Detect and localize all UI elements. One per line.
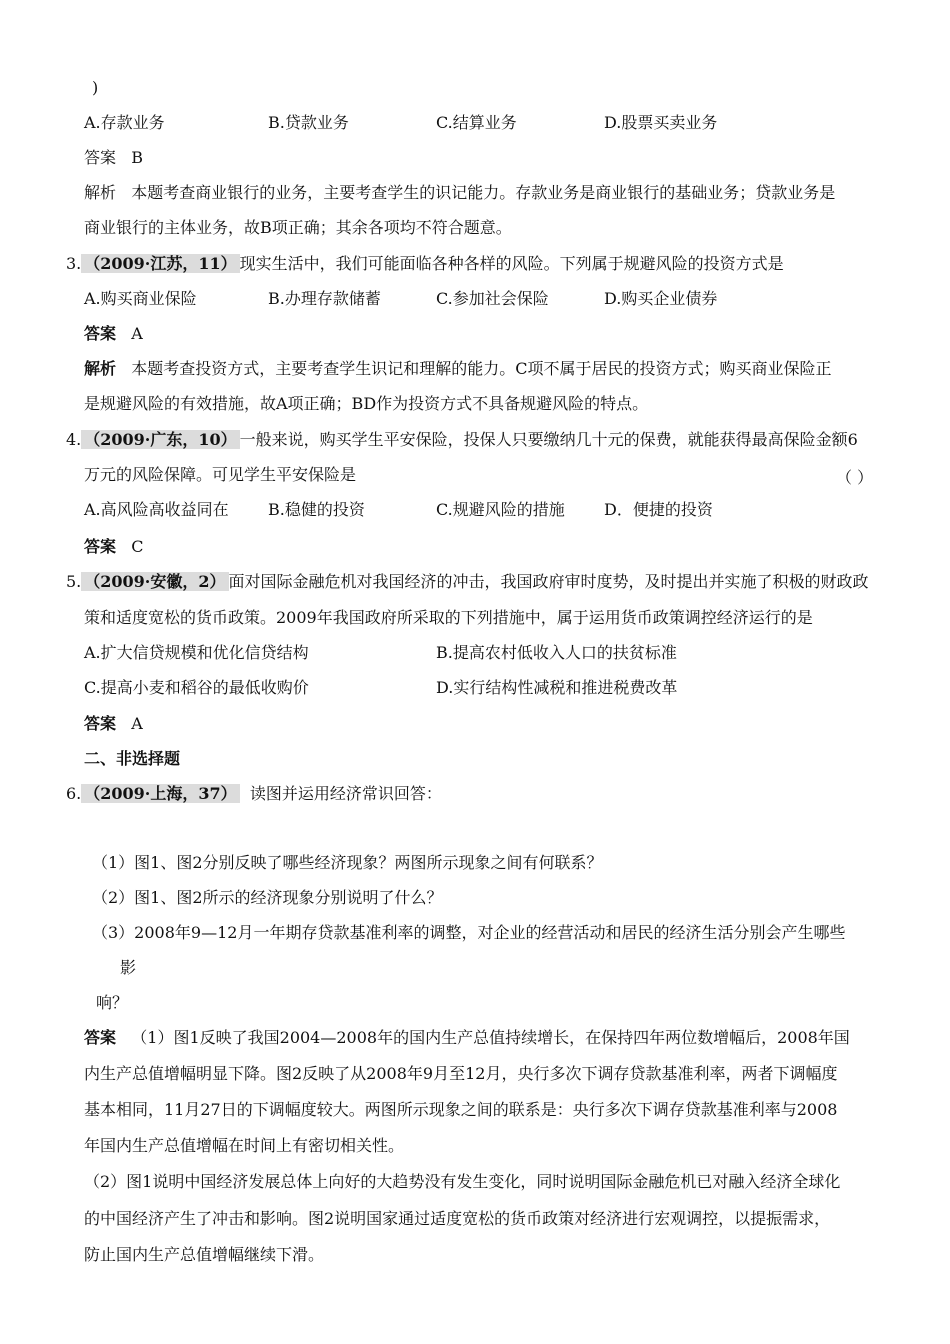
q6-sub3-line1: （3）2008年9—12月一年期存贷款基准利率的调整，对企业的经营活动和居民的经济生活分别会产生哪些 (92, 923, 846, 942)
q4-answer-value: C (131, 537, 144, 556)
q5-number: 5. (66, 572, 82, 591)
q4-number: 4. (66, 430, 82, 449)
q6-ans1-line3: 基本相同，11月27日的下调幅度较大。两图所示现象之间的联系是：央行多次下调存贷款基准利率与2008 (84, 1100, 838, 1119)
q6-ans1-text1: （1）图1反映了我国2004—2008年的国内生产总值持续增长，在保持四年两位数增幅后，2008年国 (131, 1028, 850, 1047)
q5-answer-value: A (131, 714, 143, 733)
q3-stem (66, 254, 784, 274)
q2-option-a: A.存款业务 (84, 113, 165, 132)
q2-analysis-text1: 本题考查商业银行的业务，主要考查学生的识记能力。存款业务是商业银行的基础业务；贷款业务是 (131, 183, 836, 202)
q3-option-d: D.购买企业债券 (604, 289, 718, 308)
q3-option-a: A.购买商业保险 (84, 289, 197, 308)
q4-stem-text1: 一般来说，购买学生平安保险，投保人只要缴纳几十元的保费，就能获得最高保险金额6 (239, 430, 858, 449)
q3-stem-text: 现实生活中，我们可能面临各种各样的风险。下列属于规避风险的投资方式是 (239, 254, 784, 273)
q3-option-b: B.办理存款储蓄 (268, 289, 381, 308)
section-title: 二、非选择题 (84, 749, 181, 768)
q6-answer-line1 (84, 1028, 850, 1048)
q6-answer-label: 答案 (84, 1028, 117, 1047)
q3-answer (84, 324, 143, 344)
q5-answer-label: 答案 (84, 714, 117, 733)
q6-sub2: （2）图1、图2所示的经济现象分别说明了什么？ (92, 888, 443, 907)
q4-option-c: C.规避风险的措施 (436, 500, 565, 519)
q6-sub1: （1）图1、图2分别反映了哪些经济现象？两图所示现象之间有何联系？ (92, 853, 603, 872)
q2-answer (84, 148, 143, 168)
q2-analysis-line1 (84, 183, 835, 203)
q5-option-b: B.提高农村低收入人口的扶贫标准 (436, 643, 677, 662)
q5-stem-text1: 面对国际金融危机对我国经济的冲击，我国政府审时度势，及时提出并实施了积极的财政政 (228, 572, 869, 591)
q2-answer-label: 答案 (84, 148, 117, 167)
q2-answer-value: B (131, 148, 144, 167)
q6-ans2-line2: 的中国经济产生了冲击和影响。图2说明国家通过适度宽松的货币政策对经济进行宏观调控，以提振需求， (84, 1209, 831, 1228)
q3-source-tag: （2009·江苏，11） (81, 254, 239, 273)
q2-analysis-label: 解析 (84, 183, 117, 202)
q4-stem-line1 (66, 430, 858, 450)
q6-stem (66, 784, 442, 804)
q6-stem-text: 读图并运用经济常识回答： (249, 784, 442, 803)
q6-ans1-line2: 内生产总值增幅明显下降。图2反映了从2008年9月至12月，央行多次下调存贷款基准利率，两者下调幅度 (84, 1064, 838, 1083)
q3-answer-label: 答案 (84, 324, 117, 343)
q3-answer-value: A (131, 324, 143, 343)
q5-option-c: C.提高小麦和稻谷的最低收购价 (84, 678, 309, 697)
q4-answer-label: 答案 (84, 537, 117, 556)
q3-analysis-label: 解析 (84, 359, 117, 378)
q5-source-tag: （2009·安徽，2） (81, 572, 228, 591)
q6-ans1-line4: 年国内生产总值增幅在时间上有密切相关性。 (84, 1136, 405, 1155)
q5-stem-line2: 策和适度宽松的货币政策。2009年我国政府所采取的下列措施中，属于运用货币政策调控经济运行的是 (84, 608, 813, 627)
q2-option-c: C.结算业务 (436, 113, 517, 132)
q4-answer (84, 537, 144, 557)
q4-answer-blank: （ ） (836, 468, 874, 487)
q5-answer (84, 714, 143, 734)
q2-analysis-line2: 商业银行的主体业务，故B项正确；其余各项均不符合题意。 (84, 218, 512, 237)
q4-option-b: B.稳健的投资 (268, 500, 365, 519)
q6-source-tag: （2009·上海，37） (81, 784, 239, 803)
q3-analysis-line2: 是规避风险的有效措施，故A项正确；BD作为投资方式不具备规避风险的特点。 (84, 394, 649, 413)
q6-sub3-line2: 影 (120, 958, 137, 977)
q4-option-d: D．便捷的投资 (604, 500, 713, 519)
q2-option-b: B.贷款业务 (268, 113, 349, 132)
q3-analysis-text1: 本题考查投资方式，主要考查学生识记和理解的能力。C项不属于居民的投资方式；购买商业保险正 (131, 359, 832, 378)
q4-stem-line2: 万元的风险保障。可见学生平安保险是 (84, 465, 357, 484)
q5-option-d: D.实行结构性减税和推进税费改革 (436, 678, 678, 697)
q3-option-c: C.参加社会保险 (436, 289, 549, 308)
q4-source-tag: （2009·广东，10） (81, 430, 239, 449)
q3-number: 3. (66, 254, 82, 273)
q4-option-a: A.高风险高收益同在 (84, 500, 229, 519)
q6-ans2-line3: 防止国内生产总值增幅继续下滑。 (84, 1245, 325, 1264)
q3-analysis-line1 (84, 359, 832, 379)
q5-stem-line1 (66, 572, 869, 592)
q6-number: 6. (66, 784, 82, 803)
q2-paren-close: ) (92, 78, 99, 97)
q2-option-d: D.股票买卖业务 (604, 113, 718, 132)
q5-option-a: A.扩大信贷规模和优化信贷结构 (84, 643, 309, 662)
q6-sub3-line3: 响？ (96, 993, 129, 1012)
q6-ans2-line1: （2）图1说明中国经济发展总体上向好的大趋势没有发生变化，同时说明国际金融危机已对融入经济全球化 (84, 1172, 841, 1191)
